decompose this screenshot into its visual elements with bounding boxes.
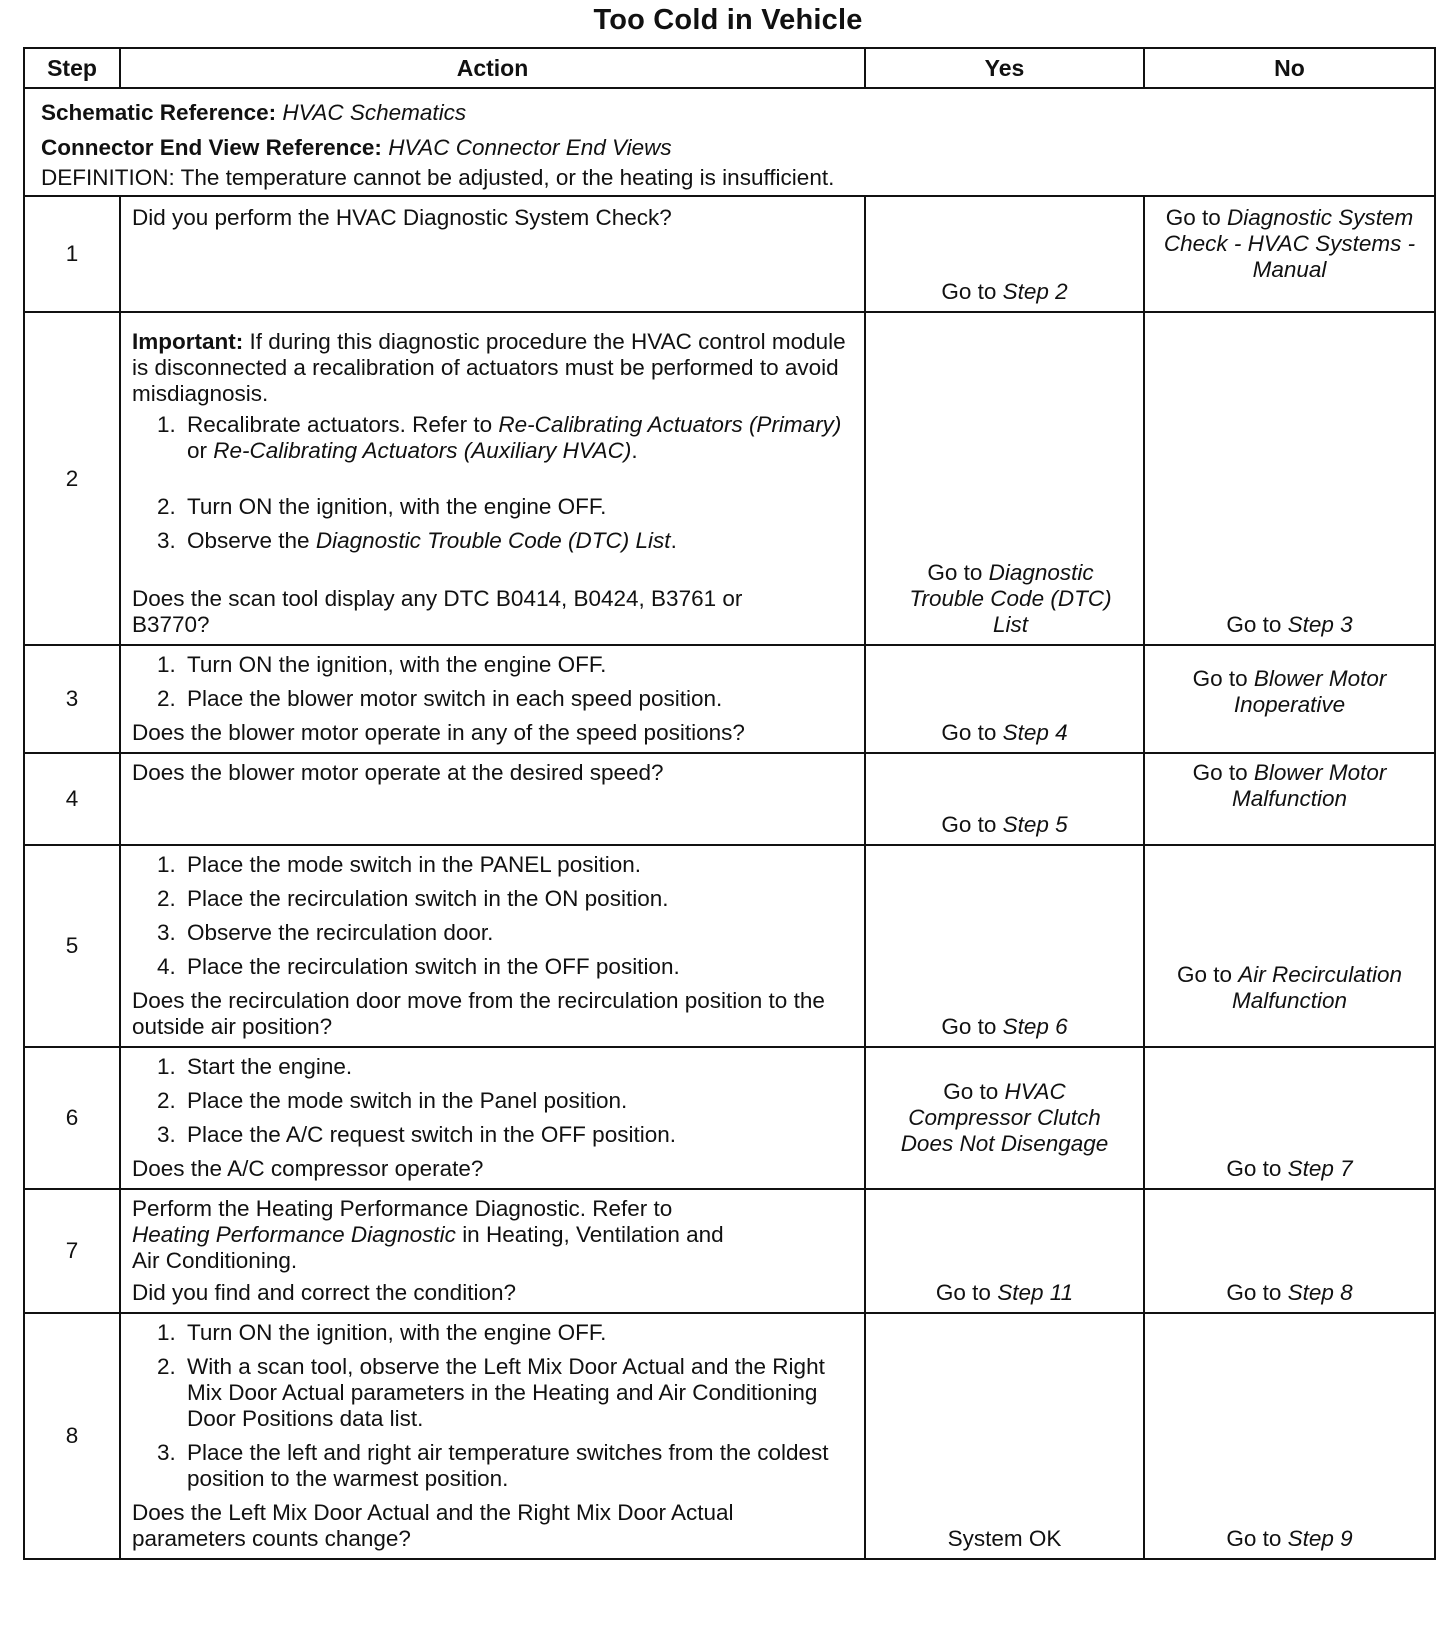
connector-ref-link[interactable]: HVAC Connector End Views	[388, 135, 672, 160]
instruction-item: 4. Place the recirculation switch in the OFF position.	[157, 954, 680, 979]
instruction-item: 1. Start the engine.	[157, 1054, 353, 1079]
no-link[interactable]: Step 9	[1287, 1526, 1353, 1551]
yes-cell: Go to Step 5	[865, 753, 1144, 845]
schematic-ref-link[interactable]: HVAC Schematics	[282, 100, 467, 125]
no-link[interactable]: Blower Motor Malfunction	[1231, 760, 1387, 811]
instruction-item: 2. Turn ON the ignition, with the engine OFF.	[157, 494, 607, 519]
step-question: Does the blower motor operate at the desired speed?	[132, 760, 664, 785]
step-instructions	[132, 412, 854, 554]
yes-cell: Go to Step 11	[865, 1189, 1144, 1313]
instruction-item: 1. Turn ON the ignition, with the engine OFF.	[157, 652, 607, 677]
step-row-5	[24, 845, 1435, 1047]
connector-ref-label: Connector End View Reference:	[41, 135, 382, 160]
procedure-link[interactable]: Re-Calibrating Actuators (Primary)	[498, 412, 842, 437]
yes-link[interactable]: Step 6	[1002, 1014, 1068, 1039]
step-number: 6	[24, 1047, 120, 1189]
step-action	[120, 753, 865, 845]
yes-cell: Go to HVAC Compressor Clutch Does Not Disengage	[865, 1047, 1144, 1189]
step-question: Does the recirculation door move from the recirculation position to the outside air position?	[132, 988, 825, 1039]
step-instructions	[132, 852, 854, 980]
procedure-link[interactable]: Diagnostic Trouble Code (DTC) List	[315, 528, 671, 553]
yes-cell: Go to Step 4	[865, 645, 1144, 753]
definition-text: DEFINITION: The temperature cannot be adjusted, or the heating is insufficient.	[41, 165, 835, 190]
step-row-1	[24, 196, 1435, 312]
yes-cell: Go to Step 6	[865, 845, 1144, 1047]
reference-cell	[24, 88, 1435, 196]
important-label: Important:	[132, 329, 244, 354]
step-row-4	[24, 753, 1435, 845]
procedure-link[interactable]: Re-Calibrating Actuators (Auxiliary HVAC)	[213, 438, 632, 463]
step-row-7	[24, 1189, 1435, 1313]
procedure-link[interactable]: Heating Performance Diagnostic	[132, 1222, 456, 1247]
yes-cell	[865, 1313, 1144, 1559]
diagnostic-table	[23, 47, 1436, 1560]
step-action	[120, 196, 865, 312]
yes-link[interactable]: Step 4	[1002, 720, 1068, 745]
step-row-2	[24, 312, 1435, 645]
no-cell: Go to Step 3	[1144, 312, 1435, 645]
reference-row	[24, 88, 1435, 196]
instruction-item: 3. Place the left and right air temperature switches from the coldest position to the warmest position.	[157, 1440, 829, 1491]
schematic-ref-label: Schematic Reference:	[41, 100, 277, 125]
step-row-6	[24, 1047, 1435, 1189]
step-question: Does the scan tool display any DTC B0414, B0424, B3761 or B3770?	[132, 586, 743, 637]
yes-link[interactable]: Step 11	[997, 1280, 1074, 1305]
no-cell: Go to Blower Motor Inoperative	[1144, 645, 1435, 753]
step-question: Does the A/C compressor operate?	[132, 1156, 484, 1181]
no-link[interactable]: Blower Motor Inoperative	[1233, 666, 1387, 717]
header-row	[24, 48, 1435, 88]
no-cell: Go to Step 8	[1144, 1189, 1435, 1313]
step-row-3	[24, 645, 1435, 753]
yes-link[interactable]: Diagnostic Trouble Code (DTC) List	[909, 560, 1112, 637]
instruction-item: 1. Recalibrate actuators. Refer to Re-Calibrating Actuators (Primary) or Re-Calibrating Actuators (Auxiliary HVAC).	[157, 412, 842, 463]
step-instruction: Perform the Heating Performance Diagnostic. Refer to Heating Performance Diagnostic in Heating, Ventilation and Air Conditioning.	[132, 1196, 724, 1273]
no-link[interactable]: Step 3	[1287, 612, 1353, 637]
instruction-item: 1. Turn ON the ignition, with the engine OFF.	[157, 1320, 607, 1345]
no-cell: Go to Step 7	[1144, 1047, 1435, 1189]
step-action	[120, 1047, 865, 1189]
header-no: No	[1144, 48, 1435, 88]
step-question: Did you find and correct the condition?	[132, 1280, 516, 1305]
step-number: 7	[24, 1189, 120, 1313]
step-action	[120, 645, 865, 753]
step-action	[120, 1189, 865, 1313]
yes-cell: Go to Diagnostic Trouble Code (DTC) List	[865, 312, 1144, 645]
important-text: If during this diagnostic procedure the HVAC control module is disconnected a recalibration of actuators must be performed to avoid misdiagnosis.	[132, 329, 846, 406]
step-action	[120, 845, 865, 1047]
instruction-item: 2. With a scan tool, observe the Left Mix Door Actual and the Right Mix Door Actual parameters in the Heating and Air Conditioning Door Positions data list.	[157, 1354, 825, 1431]
step-question: Does the Left Mix Door Actual and the Right Mix Door Actual parameters counts change?	[132, 1500, 734, 1551]
step-number: 8	[24, 1313, 120, 1559]
header-step: Step	[24, 48, 120, 88]
step-instructions	[132, 1054, 854, 1148]
step-instructions	[132, 1320, 854, 1492]
yes-cell: Go to Step 2	[865, 196, 1144, 312]
header-action: Action	[120, 48, 865, 88]
instruction-item: 2. Place the mode switch in the Panel position.	[157, 1088, 628, 1113]
no-cell: Go to Blower Motor Malfunction	[1144, 753, 1435, 845]
yes-result: System OK	[947, 1526, 1062, 1551]
no-cell: Go to Diagnostic System Check - HVAC Systems - Manual	[1144, 196, 1435, 312]
step-question: Did you perform the HVAC Diagnostic System Check?	[132, 205, 672, 230]
step-number: 5	[24, 845, 120, 1047]
yes-link[interactable]: Step 5	[1002, 812, 1068, 837]
step-action	[120, 312, 865, 645]
step-instructions	[132, 652, 854, 712]
step-row-8	[24, 1313, 1435, 1559]
no-link[interactable]: Step 8	[1287, 1280, 1353, 1305]
step-number: 1	[24, 196, 120, 312]
yes-link[interactable]: Step 2	[1002, 279, 1068, 304]
instruction-item: 2. Place the recirculation switch in the ON position.	[157, 886, 669, 911]
page-title: Too Cold in Vehicle	[593, 4, 863, 36]
instruction-item: 1. Place the mode switch in the PANEL position.	[157, 852, 641, 877]
instruction-item: 2. Place the blower motor switch in each speed position.	[157, 686, 723, 711]
step-question: Does the blower motor operate in any of the speed positions?	[132, 720, 745, 745]
no-link[interactable]: Step 7	[1287, 1156, 1353, 1181]
header-yes: Yes	[865, 48, 1144, 88]
step-number: 3	[24, 645, 120, 753]
no-cell: Go to Step 9	[1144, 1313, 1435, 1559]
no-link[interactable]: Air Recirculation Malfunction	[1231, 962, 1403, 1013]
yes-link[interactable]: HVAC Compressor Clutch Does Not Disengage	[900, 1079, 1109, 1156]
step-action	[120, 1313, 865, 1559]
instruction-item: 3. Observe the Diagnostic Trouble Code (DTC) List.	[157, 528, 677, 553]
instruction-item: 3. Place the A/C request switch in the OFF position.	[157, 1122, 676, 1147]
no-cell: Go to Air Recirculation Malfunction	[1144, 845, 1435, 1047]
step-number: 4	[24, 753, 120, 845]
no-link[interactable]: Diagnostic System Check - HVAC Systems - Manual	[1163, 205, 1416, 282]
step-number: 2	[24, 312, 120, 645]
instruction-item: 3. Observe the recirculation door.	[157, 920, 494, 945]
